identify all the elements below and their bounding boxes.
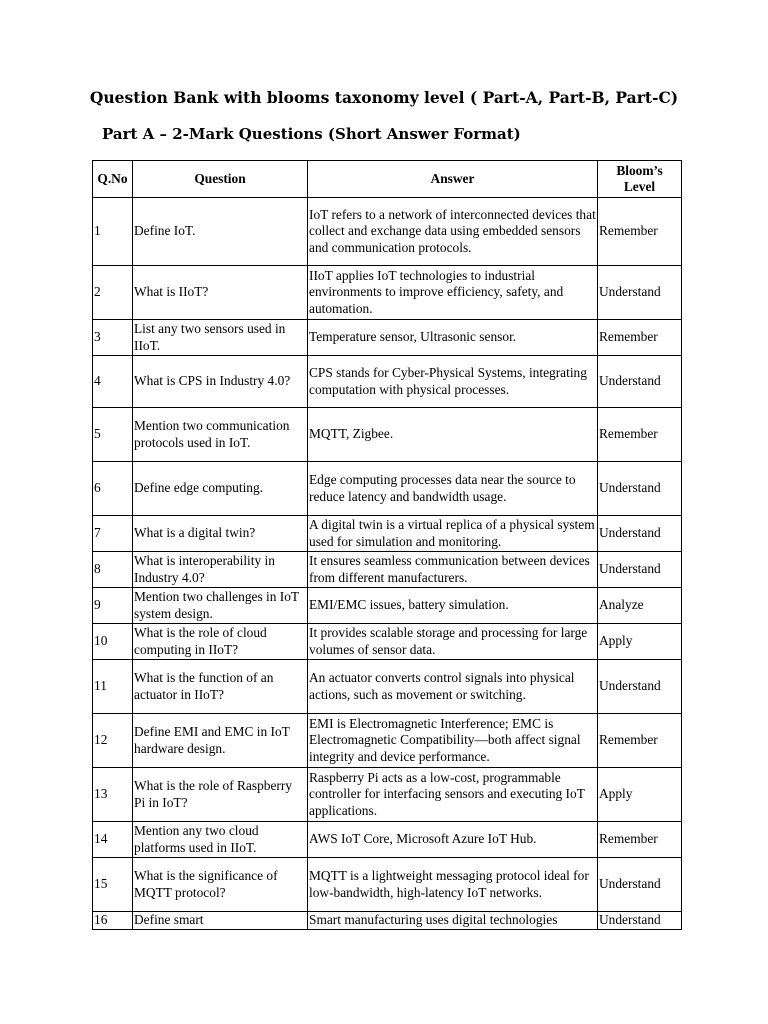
row-blooms-level: Understand xyxy=(598,912,682,930)
header-qno: Q.No xyxy=(93,161,133,198)
table-row xyxy=(93,624,682,660)
row-answer: An actuator converts control signals into physical actions, such as movement or switching. xyxy=(308,660,598,714)
row-qno: 13 xyxy=(93,768,133,822)
row-qno: 5 xyxy=(93,408,133,462)
row-question: Mention two communication protocols used in IoT. xyxy=(133,408,308,462)
header-blooms-level xyxy=(598,161,682,198)
row-answer: EMI/EMC issues, battery simulation. xyxy=(308,588,598,624)
row-answer: IoT refers to a network of interconnected devices that collect and exchange data using embedded sensors and communication protocols. xyxy=(308,198,598,266)
row-question: Define IoT. xyxy=(133,198,308,266)
row-blooms-level: Apply xyxy=(598,768,682,822)
row-question: Mention any two cloud platforms used in IIoT. xyxy=(133,822,308,858)
table-body xyxy=(93,198,682,930)
row-blooms-level: Analyze xyxy=(598,588,682,624)
row-qno: 4 xyxy=(93,356,133,408)
row-answer: It ensures seamless communication between devices from different manufacturers. xyxy=(308,552,598,588)
row-blooms-level: Understand xyxy=(598,858,682,912)
row-answer: A digital twin is a virtual replica of a physical system used for simulation and monitoring. xyxy=(308,516,598,552)
row-qno: 15 xyxy=(93,858,133,912)
row-blooms-level: Understand xyxy=(598,552,682,588)
table-row xyxy=(93,462,682,516)
row-answer: It provides scalable storage and processing for large volumes of sensor data. xyxy=(308,624,598,660)
row-question: What is a digital twin? xyxy=(133,516,308,552)
row-qno: 2 xyxy=(93,266,133,320)
row-qno: 12 xyxy=(93,714,133,768)
row-blooms-level: Understand xyxy=(598,462,682,516)
table-row xyxy=(93,552,682,588)
table-row xyxy=(93,356,682,408)
row-qno: 7 xyxy=(93,516,133,552)
row-answer: Temperature sensor, Ultrasonic sensor. xyxy=(308,320,598,356)
row-question: What is the role of cloud computing in IIoT? xyxy=(133,624,308,660)
row-blooms-level: Remember xyxy=(598,198,682,266)
row-qno: 16 xyxy=(93,912,133,930)
row-blooms-level: Remember xyxy=(598,822,682,858)
row-question: Mention two challenges in IoT system design. xyxy=(133,588,308,624)
row-answer: CPS stands for Cyber-Physical Systems, integrating computation with physical processes. xyxy=(308,356,598,408)
row-qno: 11 xyxy=(93,660,133,714)
table-row xyxy=(93,408,682,462)
table-row xyxy=(93,516,682,552)
row-qno: 9 xyxy=(93,588,133,624)
row-answer: MQTT, Zigbee. xyxy=(308,408,598,462)
row-question: What is CPS in Industry 4.0? xyxy=(133,356,308,408)
question-bank-table xyxy=(92,160,682,930)
header-level-line2: Level xyxy=(623,179,656,194)
row-blooms-level: Remember xyxy=(598,408,682,462)
header-level-line1: Bloom’s xyxy=(616,162,663,178)
header-answer: Answer xyxy=(308,161,598,198)
row-question: List any two sensors used in IIoT. xyxy=(133,320,308,356)
row-qno: 8 xyxy=(93,552,133,588)
row-qno: 10 xyxy=(93,624,133,660)
row-qno: 1 xyxy=(93,198,133,266)
row-blooms-level: Understand xyxy=(598,356,682,408)
table-row xyxy=(93,912,682,930)
section-title: Part A – 2-Mark Questions (Short Answer Format) xyxy=(102,125,521,143)
row-blooms-level: Apply xyxy=(598,624,682,660)
row-answer: Smart manufacturing uses digital technologies xyxy=(308,912,598,930)
row-blooms-level: Understand xyxy=(598,660,682,714)
row-question: Define smart xyxy=(133,912,308,930)
table-row xyxy=(93,768,682,822)
row-qno: 14 xyxy=(93,822,133,858)
row-blooms-level: Understand xyxy=(598,266,682,320)
row-blooms-level: Remember xyxy=(598,714,682,768)
table-row xyxy=(93,198,682,266)
table-row xyxy=(93,588,682,624)
row-question: What is the function of an actuator in IIoT? xyxy=(133,660,308,714)
row-blooms-level: Understand xyxy=(598,516,682,552)
table-header-row xyxy=(93,161,682,198)
row-answer: Edge computing processes data near the source to reduce latency and bandwidth usage. xyxy=(308,462,598,516)
row-question: What is the significance of MQTT protocol? xyxy=(133,858,308,912)
row-question: What is interoperability in Industry 4.0? xyxy=(133,552,308,588)
row-answer: AWS IoT Core, Microsoft Azure IoT Hub. xyxy=(308,822,598,858)
row-qno: 6 xyxy=(93,462,133,516)
table-row xyxy=(93,822,682,858)
table-row xyxy=(93,858,682,912)
row-question: What is IIoT? xyxy=(133,266,308,320)
table-row xyxy=(93,714,682,768)
row-question: What is the role of Raspberry Pi in IoT? xyxy=(133,768,308,822)
row-question: Define EMI and EMC in IoT hardware design. xyxy=(133,714,308,768)
row-question: Define edge computing. xyxy=(133,462,308,516)
table-row xyxy=(93,320,682,356)
table-row xyxy=(93,660,682,714)
row-blooms-level: Remember xyxy=(598,320,682,356)
header-question: Question xyxy=(133,161,308,198)
document-title: Question Bank with blooms taxonomy level ( Part-A, Part-B, Part-C) xyxy=(89,88,679,107)
table-row xyxy=(93,266,682,320)
row-answer: IIoT applies IoT technologies to industrial environments to improve efficiency, safety, and automation. xyxy=(308,266,598,320)
row-answer: Raspberry Pi acts as a low-cost, programmable controller for interfacing sensors and executing IoT applications. xyxy=(308,768,598,822)
row-answer: MQTT is a lightweight messaging protocol ideal for low-bandwidth, high-latency IoT networks. xyxy=(308,858,598,912)
row-qno: 3 xyxy=(93,320,133,356)
row-answer: EMI is Electromagnetic Interference; EMC is Electromagnetic Compatibility—both affect signal integrity and device performance. xyxy=(308,714,598,768)
